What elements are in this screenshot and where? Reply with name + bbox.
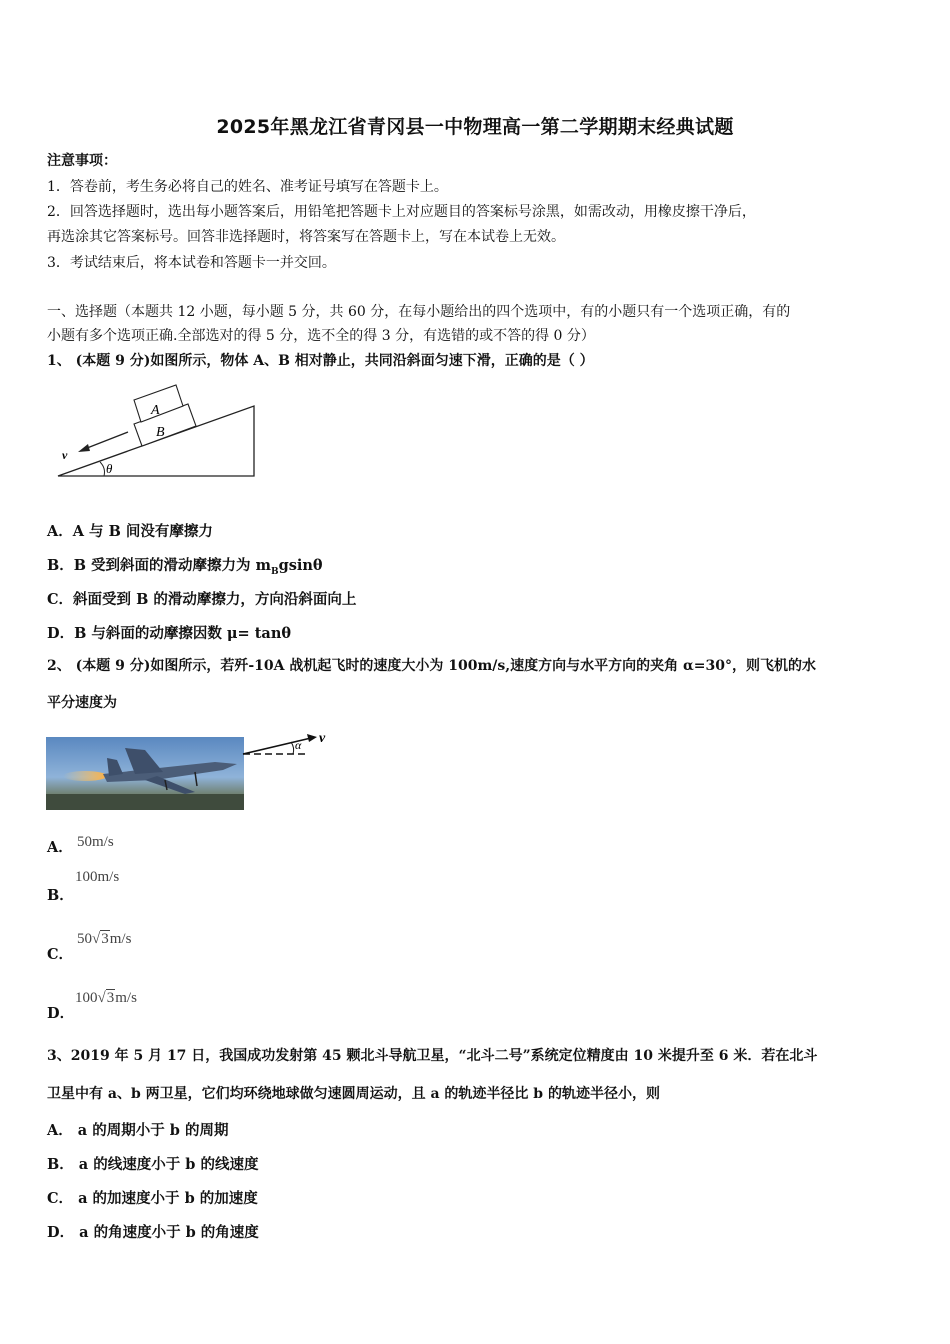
q3-option-a: A． a 的周期小于 b 的周期 <box>47 1122 229 1139</box>
notice-item: 3．考试结束后，将本试卷和答题卡一并交回。 <box>47 255 336 271</box>
q1-incline-figure <box>50 382 265 482</box>
q1-option-b: B．B 受到斜面的滑动摩擦力为 $m_Bgsin\theta$ <box>47 557 323 577</box>
label-v: v <box>319 731 326 746</box>
q2-stem-line2: 平分速度为 <box>47 695 117 711</box>
q3-stem-line1: 3、2019 年 5 月 17 日，我国成功发射第 45 颗北斗导航卫星，“北斗二号”系统定位精度由 10 米提升至 6 米．若在北斗 <box>47 1048 818 1064</box>
q2-option-c-value: 50√3m/s <box>77 931 132 947</box>
label-a: A <box>151 403 160 418</box>
q2-stem-line1: 2、 (本题 9 分)如图所示，若歼-10A 战机起飞时的速度大小为 100m/s,速度方向与水平方向的夹角 α=30°，则飞机的水 <box>47 658 817 674</box>
section-intro-line2: 小题有多个选项正确.全部选对的得 5 分，选不全的得 3 分，有选错的或不答的得 0 分） <box>47 328 595 344</box>
q3-option-b: B． a 的线速度小于 b 的线速度 <box>47 1156 259 1173</box>
notice-item: 2．回答选择题时，选出每小题答案后，用铅笔把答题卡上对应题目的答案标号涂黑，如需改动，用橡皮擦干净后， <box>47 204 756 220</box>
q1-option-c: C．斜面受到 B 的滑动摩擦力，方向沿斜面向上 <box>47 591 357 608</box>
section-intro-line1: 一、选择题（本题共 12 小题，每小题 5 分，共 60 分，在每小题给出的四个选项中，有的小题只有一个选项正确，有的 <box>47 304 791 320</box>
q1-option-a: A．A 与 B 间没有摩擦力 <box>47 523 213 540</box>
q1-stem: 1、 (本题 9 分)如图所示，物体 A、B 相对静止，共同沿斜面匀速下滑，正确的是（ ） <box>47 353 594 369</box>
label-alpha: α <box>295 738 302 752</box>
notice-item: 1．答卷前，考生务必将自己的姓名、准考证号填写在答题卡上。 <box>47 179 448 195</box>
q2-option-c-letter: C． <box>47 946 74 963</box>
q2-option-a-value: 50m/s <box>77 834 114 850</box>
q2-jet-figure <box>45 728 340 813</box>
label-b: B <box>156 425 165 440</box>
q3-option-d: D． a 的角速度小于 b 的角速度 <box>47 1224 259 1241</box>
q2-option-b-letter: B． <box>47 887 74 904</box>
q1-option-d: D．B 与斜面的动摩擦因数 μ= tanθ <box>47 625 292 642</box>
q3-option-c: C． a 的加速度小于 b 的加速度 <box>47 1190 258 1207</box>
q2-option-d-letter: D． <box>47 1005 75 1022</box>
label-theta: θ <box>106 461 113 476</box>
q2-option-b-value: 100m/s <box>75 869 120 885</box>
q2-option-a-letter: A． <box>47 839 73 856</box>
q3-stem-line2: 卫星中有 a、b 两卫星，它们均环绕地球做匀速圆周运动，且 a 的轨迹半径比 b 的轨迹半径小，则 <box>47 1086 660 1102</box>
notice-heading: 注意事项： <box>47 153 117 169</box>
notice-item: 再选涂其它答案标号。回答非选择题时，将答案写在答题卡上，写在本试卷上无效。 <box>47 229 565 245</box>
q2-option-d-value: 100√3m/s <box>75 990 137 1006</box>
label-v: v <box>62 448 68 462</box>
page-title: 2025年黑龙江省青冈县一中物理高一第二学期期末经典试题 <box>216 116 734 138</box>
